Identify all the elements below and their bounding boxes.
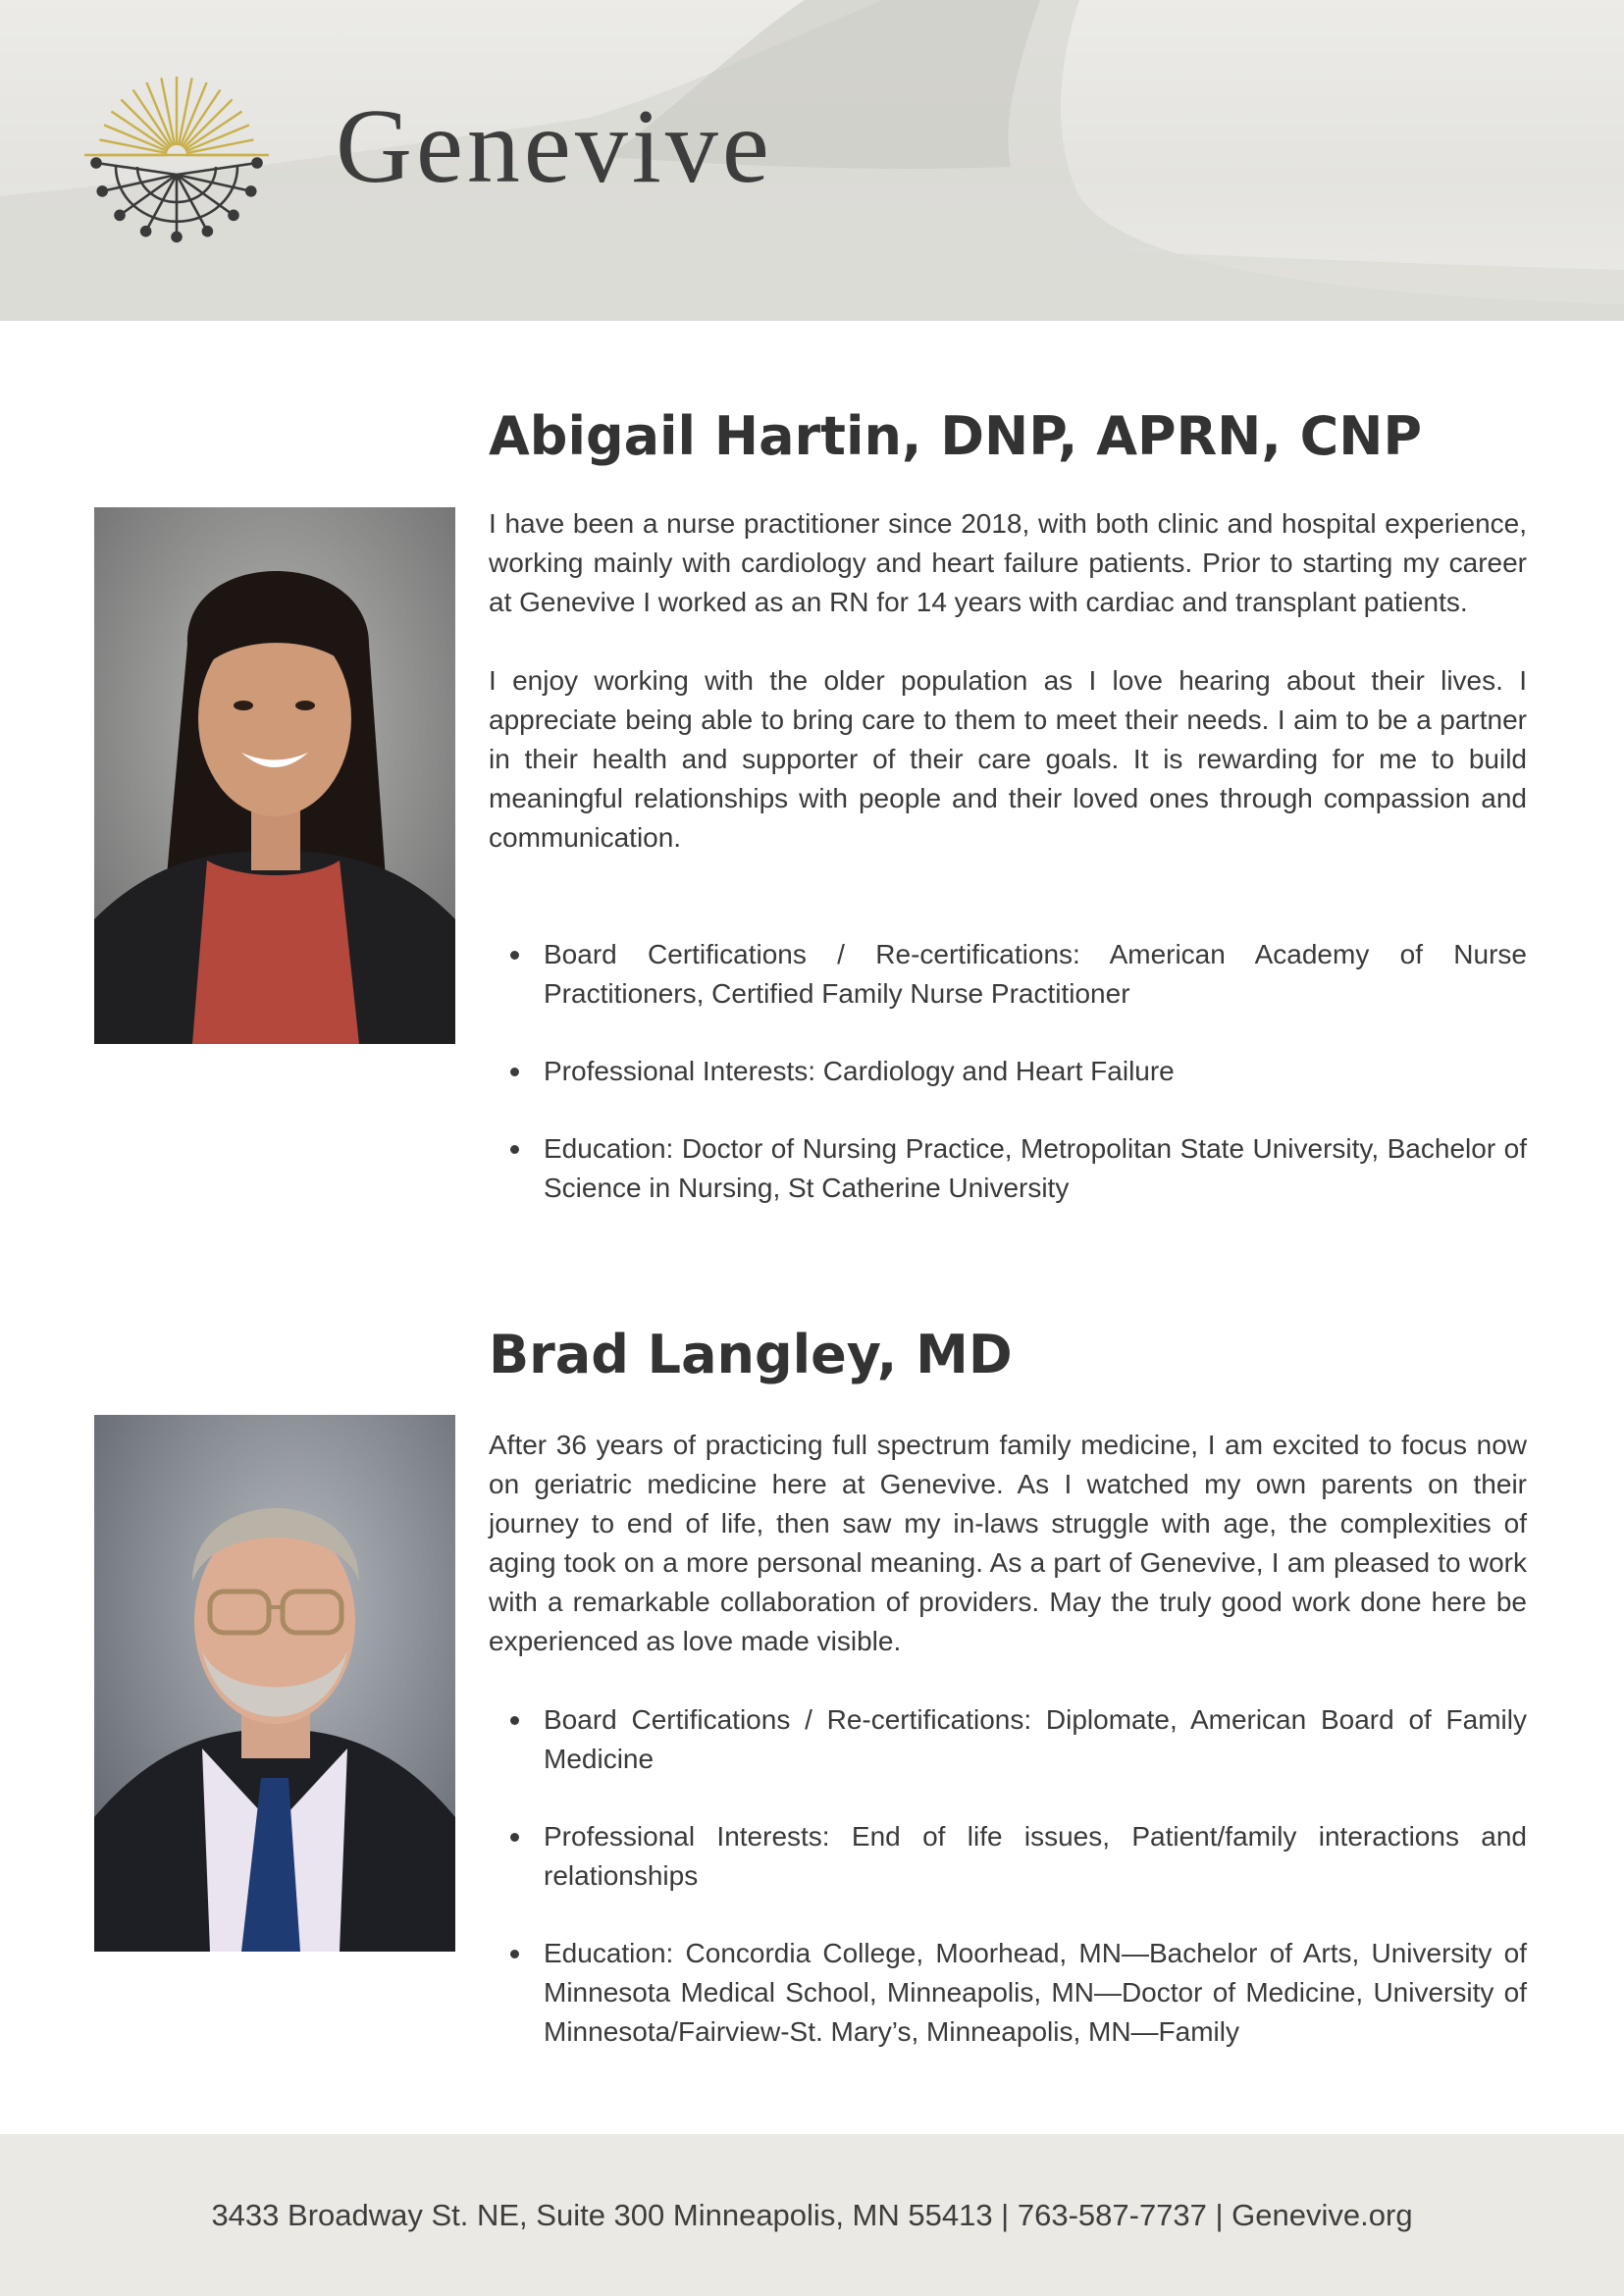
profile-name-brad: Brad Langley, MD xyxy=(489,1324,1013,1385)
portrait-brad-langley xyxy=(94,1415,455,1952)
portrait-abigail-hartin xyxy=(94,507,455,1044)
bio-paragraph: I enjoy working with the older population as I love hearing about their lives. I appreciate being able to bring care to them to meet their needs. I aim to be a partner in their health and supporter of their care goals. It is rewarding for me to build meaningful relationships with people and their loved ones through compassion and communication. xyxy=(489,665,1527,853)
profile-name-abigail: Abigail Hartin, DNP, APRN, CNP xyxy=(489,405,1423,467)
list-item: Professional Interests: End of life issues, Patient/family interactions and relationships xyxy=(544,1817,1527,1896)
sunburst-network-icon xyxy=(79,59,275,255)
bio-paragraph: After 36 years of practicing full spectrum family medicine, I am excited to focus now on geriatric medicine here at Genevive. As I watched my own parents on their journey to end of life, then saw my in-laws struggle with age, the complexities of aging took on a more personal meaning. As a part of Genevive, I am pleased to work with a remarkable collaboration of providers. May the truly good work done here be experienced as love made visible. xyxy=(489,1430,1527,1656)
list-item: Board Certifications / Re-certifications: American Academy of Nurse Practitioners, Certified Family Nurse Practitioner xyxy=(544,935,1527,1014)
credentials-list xyxy=(489,1700,1527,2052)
list-item: Professional Interests: Cardiology and Heart Failure xyxy=(544,1052,1527,1091)
list-item: Education: Doctor of Nursing Practice, Metropolitan State University, Bachelor of Science in Nursing, St Catherine University xyxy=(544,1129,1527,1208)
profile-bio-abigail xyxy=(489,504,1527,1246)
contact-info: 3433 Broadway St. NE, Suite 300 Minneapolis, MN 55413 | 763-587-7737 | Genevive.org xyxy=(211,2197,1413,2232)
brand-wordmark: Genevive xyxy=(336,88,773,205)
footer-bar xyxy=(0,2134,1624,2296)
list-item: Board Certifications / Re-certifications: Diplomate, American Board of Family Medicine xyxy=(544,1700,1527,1779)
credentials-list xyxy=(489,935,1527,1208)
list-item: Education: Concordia College, Moorhead, MN—Bachelor of Arts, University of Minnesota Medical School, Minneapolis, MN—Doctor of Medicine, University of Minnesota/Fairview-St. Mary’s, Minneapolis, MN—Family xyxy=(544,1934,1527,2052)
header-banner xyxy=(0,0,1624,321)
bio-paragraph: I have been a nurse practitioner since 2018, with both clinic and hospital experience, working mainly with cardiology and heart failure patients. Prior to starting my career at Genevive I worked as an RN for 14 years with cardiac and transplant patients. xyxy=(489,508,1527,617)
profile-bio-brad xyxy=(489,1426,1527,2090)
